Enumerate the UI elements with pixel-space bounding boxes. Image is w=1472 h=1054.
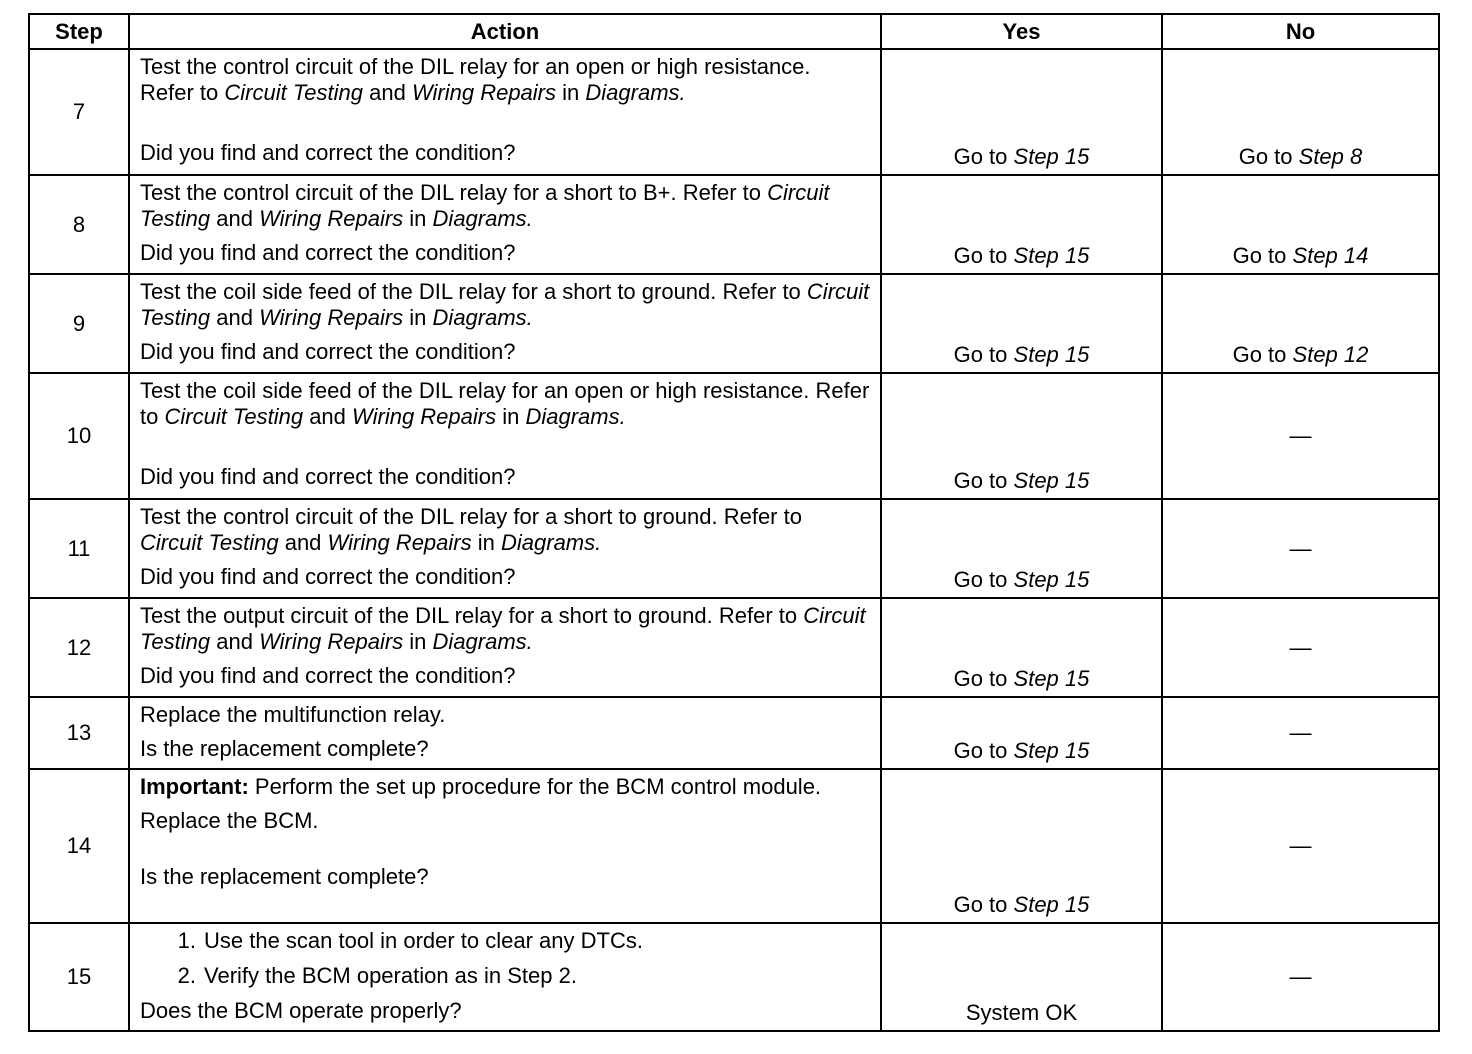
action-text: Test the output circuit of the DIL relay for a short to ground. Refer to Circuit Testing and Wiring Repairs in Diagrams. (140, 603, 866, 654)
action-question: Did you find and correct the condition? (140, 339, 516, 364)
list-item: 1. Use the scan tool in order to clear any DTCs. (177, 928, 643, 953)
no-cell: Go to Step 12 (1162, 274, 1439, 373)
action-question: Did you find and correct the condition? (140, 140, 516, 165)
table-row (29, 499, 1439, 598)
table-row (29, 49, 1439, 175)
header-yes: Yes (881, 14, 1162, 49)
action-cell (129, 499, 881, 598)
yes-cell: Go to Step 15 (881, 175, 1162, 274)
action-question: Did you find and correct the condition? (140, 464, 516, 489)
action-text: Test the control circuit of the DIL relay for an open or high resistance. Refer to Circuit Testing and Wiring Repairs in Diagrams. (140, 54, 811, 105)
table-row (29, 923, 1439, 1031)
yes-cell: Go to Step 15 (881, 49, 1162, 175)
list-item: 2. Verify the BCM operation as in Step 2. (177, 963, 577, 988)
step-number: 8 (29, 175, 129, 274)
diagnostic-table (28, 13, 1440, 1032)
step-number: 13 (29, 697, 129, 769)
action-cell (129, 769, 881, 923)
yes-cell: Go to Step 15 (881, 769, 1162, 923)
step-number: 15 (29, 923, 129, 1031)
action-cell (129, 373, 881, 499)
action-text: Test the control circuit of the DIL relay for a short to B+. Refer to Circuit Testing and Wiring Repairs in Diagrams. (140, 180, 830, 231)
no-cell: — (1162, 769, 1439, 923)
no-cell: Go to Step 14 (1162, 175, 1439, 274)
action-cell (129, 598, 881, 697)
header-step: Step (29, 14, 129, 49)
header-no: No (1162, 14, 1439, 49)
no-cell: — (1162, 697, 1439, 769)
step-number: 12 (29, 598, 129, 697)
yes-cell: Go to Step 15 (881, 373, 1162, 499)
yes-cell: Go to Step 15 (881, 499, 1162, 598)
important-label: Important: (140, 774, 249, 799)
no-cell: Go to Step 8 (1162, 49, 1439, 175)
important-note: Important: Perform the set up procedure for the BCM control module. (140, 774, 822, 799)
action-cell (129, 274, 881, 373)
table-row (29, 175, 1439, 274)
action-cell (129, 175, 881, 274)
header-action: Action (129, 14, 881, 49)
action-question: Did you find and correct the condition? (140, 564, 516, 589)
action-text: Test the coil side feed of the DIL relay for an open or high resistance. Refer to Circuit Testing and Wiring Repairs in Diagrams. (140, 378, 870, 429)
action-text: Test the coil side feed of the DIL relay for a short to ground. Refer to Circuit Testing and Wiring Repairs in Diagrams. (140, 279, 870, 330)
step-number: 11 (29, 499, 129, 598)
no-cell: — (1162, 373, 1439, 499)
step-number: 7 (29, 49, 129, 175)
table-row (29, 598, 1439, 697)
table-row (29, 274, 1439, 373)
action-question: Did you find and correct the condition? (140, 240, 516, 265)
action-cell (129, 49, 881, 175)
yes-cell: System OK (881, 923, 1162, 1031)
table-row (29, 373, 1439, 499)
action-cell (129, 697, 881, 769)
action-text: Replace the BCM. (140, 808, 319, 833)
no-cell: — (1162, 499, 1439, 598)
action-text: Test the control circuit of the DIL relay for a short to ground. Refer to Circuit Testing and Wiring Repairs in Diagrams. (140, 504, 802, 555)
action-question: Is the replacement complete? (140, 864, 429, 889)
step-number: 10 (29, 373, 129, 499)
header-row (29, 14, 1439, 49)
step-number: 14 (29, 769, 129, 923)
yes-cell: Go to Step 15 (881, 598, 1162, 697)
no-cell: — (1162, 923, 1439, 1031)
table-row (29, 769, 1439, 923)
yes-cell: Go to Step 15 (881, 697, 1162, 769)
action-text: Replace the multifunction relay. (140, 702, 446, 727)
no-cell: — (1162, 598, 1439, 697)
action-question: Does the BCM operate properly? (140, 998, 462, 1023)
table-row (29, 697, 1439, 769)
action-question: Is the replacement complete? (140, 736, 429, 761)
step-number: 9 (29, 274, 129, 373)
action-question: Did you find and correct the condition? (140, 663, 516, 688)
action-cell (129, 923, 881, 1031)
yes-cell: Go to Step 15 (881, 274, 1162, 373)
